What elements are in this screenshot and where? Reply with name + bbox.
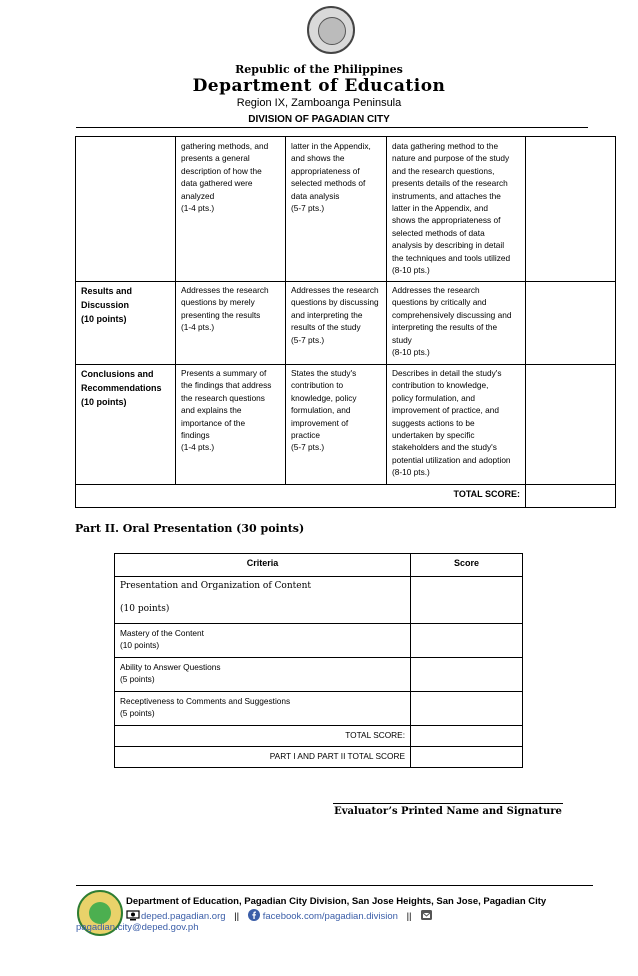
rubric-level-2-line: data analysis (291, 190, 340, 201)
rubric-level-1-line: Addresses the research (181, 285, 269, 295)
email-link[interactable]: pagadian.city@deped.gov.ph (76, 922, 199, 933)
rubric-level-3-line: potential utilization and adoption (392, 454, 511, 465)
rubric-score-cell[interactable] (526, 365, 616, 485)
rubric-level-1-line: (1-4 pts.) (181, 322, 215, 333)
rubric-level-3-line: and the research questions, (392, 165, 495, 176)
rubric-level-3-line: (8-10 pts.) (392, 265, 430, 276)
rubric-level-1-line: findings (181, 430, 210, 441)
rubric-table (75, 136, 616, 508)
oral-total-score-cell[interactable] (411, 726, 523, 747)
website-link[interactable]: deped.pagadian.org (141, 911, 226, 922)
oral-criterion (115, 624, 411, 658)
facebook-link[interactable]: facebook.com/pagadian.division (262, 911, 398, 922)
rubric-level-2-line: (5-7 pts.) (291, 442, 325, 453)
header-divider (76, 127, 588, 128)
signature-line (333, 803, 563, 804)
criterion-points: (10 points) (120, 640, 160, 650)
rubric-level-2-line: questions by discussing (291, 297, 379, 308)
rubric-level-3-line: Addresses the research (392, 285, 480, 295)
rubric-level-2-line: (5-7 pts.) (291, 203, 325, 214)
score-cell[interactable] (411, 577, 523, 624)
criterion-label: Presentation and Organization of Content (120, 581, 311, 591)
oral-presentation-table (114, 553, 523, 768)
rubric-level-3-line: study (392, 334, 412, 345)
rubric-level-1-line: presents a general (181, 153, 250, 164)
rubric-level-3-line: (8-10 pts.) (392, 467, 430, 478)
oral-total-label: TOTAL SCORE: (115, 726, 411, 747)
rubric-level-3-line: comprehensively discussing and (392, 309, 512, 320)
oral-criterion (115, 577, 411, 624)
rubric-level-1-line: analyzed (181, 190, 215, 201)
criteria-header: Criteria (115, 554, 411, 577)
rubric-level-3-line: Describes in detail the study's (392, 368, 502, 378)
rubric-criterion-line: Conclusions and (81, 369, 154, 379)
website-icon (126, 910, 138, 921)
rubric-level-3-line: improvement of practice, and (392, 405, 499, 416)
rubric-row (76, 137, 616, 282)
rubric-level-1 (176, 282, 286, 365)
rubric-level-2-line: selected methods of (291, 178, 366, 189)
rubric-level-1-line: the findings that address (181, 380, 272, 391)
rubric-level-2-line: and interpreting the (291, 309, 363, 320)
rubric-level-1-line: (1-4 pts.) (181, 442, 215, 453)
rubric-level-3-line: the techniques and tools utilized (392, 252, 511, 263)
rubric-level-2 (286, 137, 387, 282)
rubric-criterion-line: Discussion (81, 300, 130, 310)
score-cell[interactable] (411, 658, 523, 692)
facebook-icon (248, 909, 260, 920)
rubric-level-1-line: data gathered were (181, 178, 253, 189)
rubric-criterion (76, 137, 176, 282)
criterion-points: (5 points) (120, 674, 155, 684)
rubric-level-3-line: instruments, and attaches the (392, 190, 501, 201)
rubric-level-3-line: suggests actions to be (392, 417, 475, 428)
rubric-level-3-line: selected methods of data (392, 227, 485, 238)
part2-title: Part II. Oral Presentation (30 points) (75, 522, 305, 535)
rubric-level-1 (176, 365, 286, 485)
rubric-level-2-line: (5-7 pts.) (291, 334, 325, 345)
rubric-score-cell[interactable] (526, 137, 616, 282)
rubric-level-1-line: presenting the results (181, 309, 261, 320)
rubric-level-3-line: latter in the Appendix, and (392, 203, 488, 214)
footer-address: Department of Education, Pagadian City Division, San Jose Heights, San Jose, Pagadian City (126, 896, 547, 907)
rubric-level-1-line: and explains the (181, 405, 242, 416)
header-region: Region IX, Zamboanga Peninsula (236, 97, 402, 109)
rubric-level-2 (286, 365, 387, 485)
rubric-criterion (76, 365, 176, 485)
rubric-level-3-line: contribution to knowledge, (392, 380, 489, 391)
separator: || (234, 911, 240, 922)
rubric-total-score-cell[interactable] (526, 485, 616, 508)
rubric-level-2-line: improvement of (291, 417, 349, 428)
footer-divider (76, 885, 593, 886)
email-icon (420, 909, 432, 920)
criterion-label: Receptiveness to Comments and Suggestions (120, 696, 291, 706)
header-division: DIVISION OF PAGADIAN CITY (248, 114, 390, 125)
rubric-level-2-line: appropriateness of (291, 165, 360, 176)
rubric-level-3-line: stakeholders and the study's (392, 442, 497, 453)
grand-total-score-cell[interactable] (411, 747, 523, 768)
rubric-level-1-line: questions by merely (181, 297, 255, 308)
rubric-level-2-line: practice (291, 430, 321, 441)
footer-links (126, 909, 435, 922)
rubric-criterion-line: (10 points) (81, 314, 127, 324)
rubric-criterion-line: Recommendations (81, 383, 162, 393)
rubric-level-3-line: undertaken by specific (392, 430, 475, 441)
rubric-level-2-line: contribution to (291, 380, 344, 391)
rubric-level-2-line: formulation, and (291, 405, 351, 416)
rubric-level-3-line: shows the appropriateness of (392, 215, 501, 226)
rubric-level-3-line: interpreting the results of the (392, 322, 498, 333)
rubric-criterion-line: (10 points) (81, 397, 127, 407)
header-department: Department of Education (192, 76, 446, 96)
rubric-level-3 (387, 365, 526, 485)
oral-criterion (115, 658, 411, 692)
rubric-level-1-line: Presents a summary of (181, 368, 267, 378)
rubric-total-label: TOTAL SCORE: (76, 485, 526, 508)
rubric-criterion (76, 282, 176, 365)
rubric-level-3-line: policy formulation, and (392, 392, 476, 403)
rubric-level-3-line: (8-10 pts.) (392, 347, 430, 358)
header-republic: Republic of the Philippines (235, 63, 403, 76)
score-cell[interactable] (411, 692, 523, 726)
rubric-row (76, 282, 616, 365)
rubric-level-1-line: description of how the (181, 165, 262, 176)
rubric-level-1-line: importance of the (181, 417, 246, 428)
rubric-level-1-line: (1-4 pts.) (181, 203, 215, 214)
rubric-level-2 (286, 282, 387, 365)
score-header: Score (411, 554, 523, 577)
rubric-level-2-line: Addresses the research (291, 285, 379, 295)
rubric-level-3-line: presents details of the research (392, 178, 508, 189)
rubric-level-3-line: questions by critically and (392, 297, 487, 308)
criterion-points: (5 points) (120, 708, 155, 718)
rubric-level-2-line: results of the study (291, 322, 361, 333)
criterion-label: Mastery of the Content (120, 628, 204, 638)
rubric-level-1-line: gathering methods, and (181, 141, 269, 151)
rubric-level-2-line: latter in the Appendix, (291, 141, 371, 151)
rubric-level-2-line: States the study's (291, 368, 357, 378)
score-cell[interactable] (411, 624, 523, 658)
rubric-level-1-line: the research questions (181, 392, 265, 403)
criterion-label: Ability to Answer Questions (120, 662, 221, 672)
deped-seal-logo (307, 6, 355, 54)
rubric-level-2-line: and shows the (291, 153, 345, 164)
rubric-level-3-line: data gathering method to the (392, 141, 499, 151)
rubric-level-1 (176, 137, 286, 282)
criterion-points: (10 points) (120, 604, 170, 614)
rubric-level-2-line: knowledge, policy (291, 392, 357, 403)
rubric-score-cell[interactable] (526, 282, 616, 365)
separator: || (406, 911, 412, 922)
rubric-level-3 (387, 282, 526, 365)
rubric-level-3 (387, 137, 526, 282)
oral-criterion (115, 692, 411, 726)
signature-label: Evaluator’s Printed Name and Signature (334, 806, 562, 817)
grand-total-label: PART I AND PART II TOTAL SCORE (115, 747, 411, 768)
rubric-row (76, 365, 616, 485)
rubric-level-3-line: nature and purpose of the study (392, 153, 510, 164)
rubric-total-row (76, 485, 616, 508)
rubric-level-3-line: analysis by describing in detail (392, 240, 505, 251)
rubric-criterion-line: Results and (81, 286, 133, 296)
